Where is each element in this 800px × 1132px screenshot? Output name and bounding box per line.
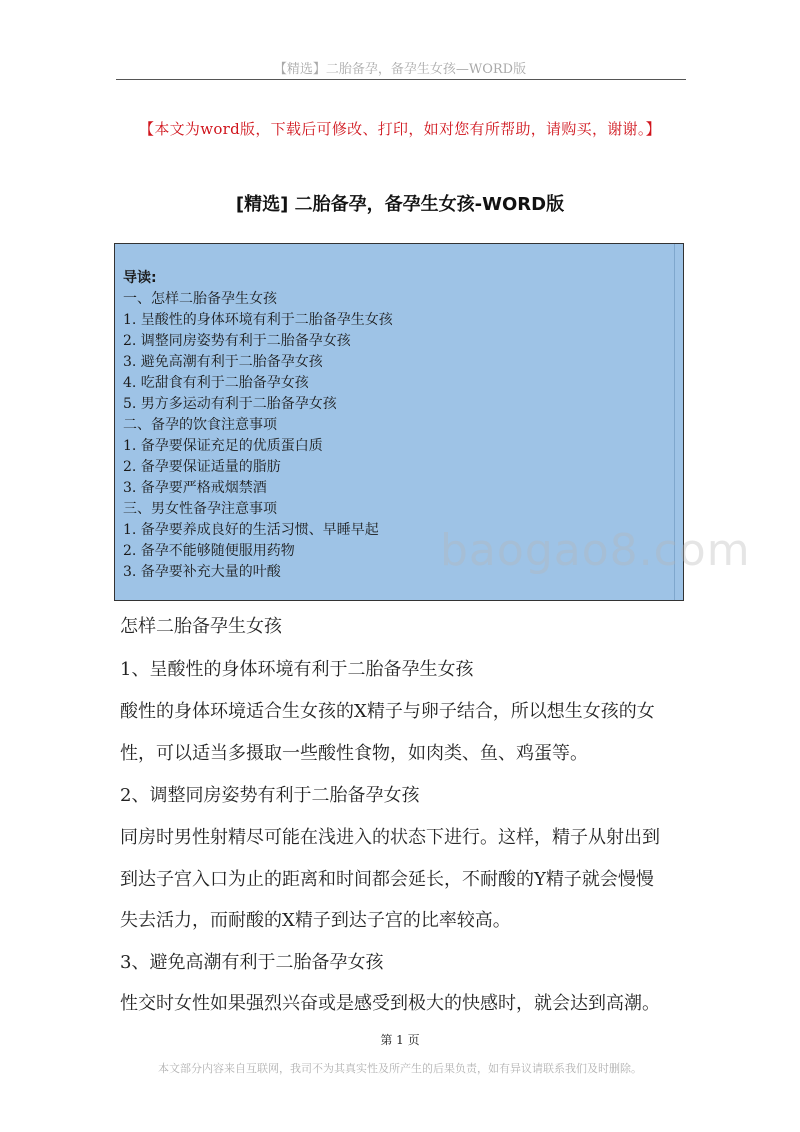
toc-item: 1. 呈酸性的身体环境有利于二胎备孕生女孩	[123, 312, 393, 328]
subsection-heading: 3、避免高潮有利于二胎备孕女孩	[120, 952, 384, 973]
document-title: [精选] 二胎备孕，备孕生女孩-WORD版	[235, 194, 565, 215]
toc-item: 3. 避免高潮有利于二胎备孕女孩	[123, 354, 323, 370]
toc-item: 2. 调整同房姿势有利于二胎备孕女孩	[123, 333, 351, 349]
footer-disclaimer: 本文部分内容来自互联网，我司不为其真实性及所产生的后果负责，如有异议请联系我们及时删除。	[158, 1062, 642, 1075]
toc-item: 3. 备孕要严格戒烟禁酒	[123, 480, 267, 496]
toc-item: 3. 备孕要补充大量的叶酸	[123, 564, 281, 580]
download-notice: 【本文为word版，下载后可修改、打印，如对您有所帮助，请购买，谢谢。】	[139, 120, 661, 138]
toc-item: 2. 备孕要保证适量的脂肪	[123, 459, 281, 475]
paragraph-line: 失去活力，而耐酸的X精子到达子宫的比率较高。	[120, 910, 511, 931]
paragraph-line: 到达子宫入口为止的距离和时间都会延长，不耐酸的Y精子就会慢慢	[120, 869, 654, 890]
page-number: 第 1 页	[380, 1033, 420, 1047]
subsection-heading: 1、呈酸性的身体环境有利于二胎备孕生女孩	[120, 659, 474, 680]
toc-item: 4. 吃甜食有利于二胎备孕女孩	[123, 375, 309, 391]
toc-item: 1. 备孕要养成良好的生活习惯、早睡早起	[123, 522, 379, 538]
paragraph-line: 性交时女性如果强烈兴奋或是感受到极大的快感时，就会达到高潮。	[120, 993, 660, 1014]
toc-item: 2. 备孕不能够随便服用药物	[123, 543, 295, 559]
section-heading: 怎样二胎备孕生女孩	[120, 616, 282, 637]
running-header: 【精选】二胎备孕，备孕生女孩—WORD版	[273, 62, 527, 77]
watermark: baogao8.com	[440, 525, 751, 576]
toc-item: 5. 男方多运动有利于二胎备孕女孩	[123, 396, 337, 412]
toc-item: 一、怎样二胎备孕生女孩	[123, 291, 277, 307]
toc-item: 二、备孕的饮食注意事项	[123, 417, 277, 433]
toc-item: 三、男女性备孕注意事项	[123, 501, 277, 517]
toc-heading: 导读:	[123, 270, 157, 286]
paragraph-line: 同房时男性射精尽可能在浅进入的状态下进行。这样，精子从射出到	[120, 827, 660, 848]
paragraph-line: 性，可以适当多摄取一些酸性食物，如肉类、鱼、鸡蛋等。	[120, 743, 588, 764]
subsection-heading: 2、调整同房姿势有利于二胎备孕女孩	[120, 785, 420, 806]
toc-item: 1. 备孕要保证充足的优质蛋白质	[123, 438, 323, 454]
paragraph-line: 酸性的身体环境适合生女孩的X精子与卵子结合，所以想生女孩的女	[120, 701, 655, 722]
